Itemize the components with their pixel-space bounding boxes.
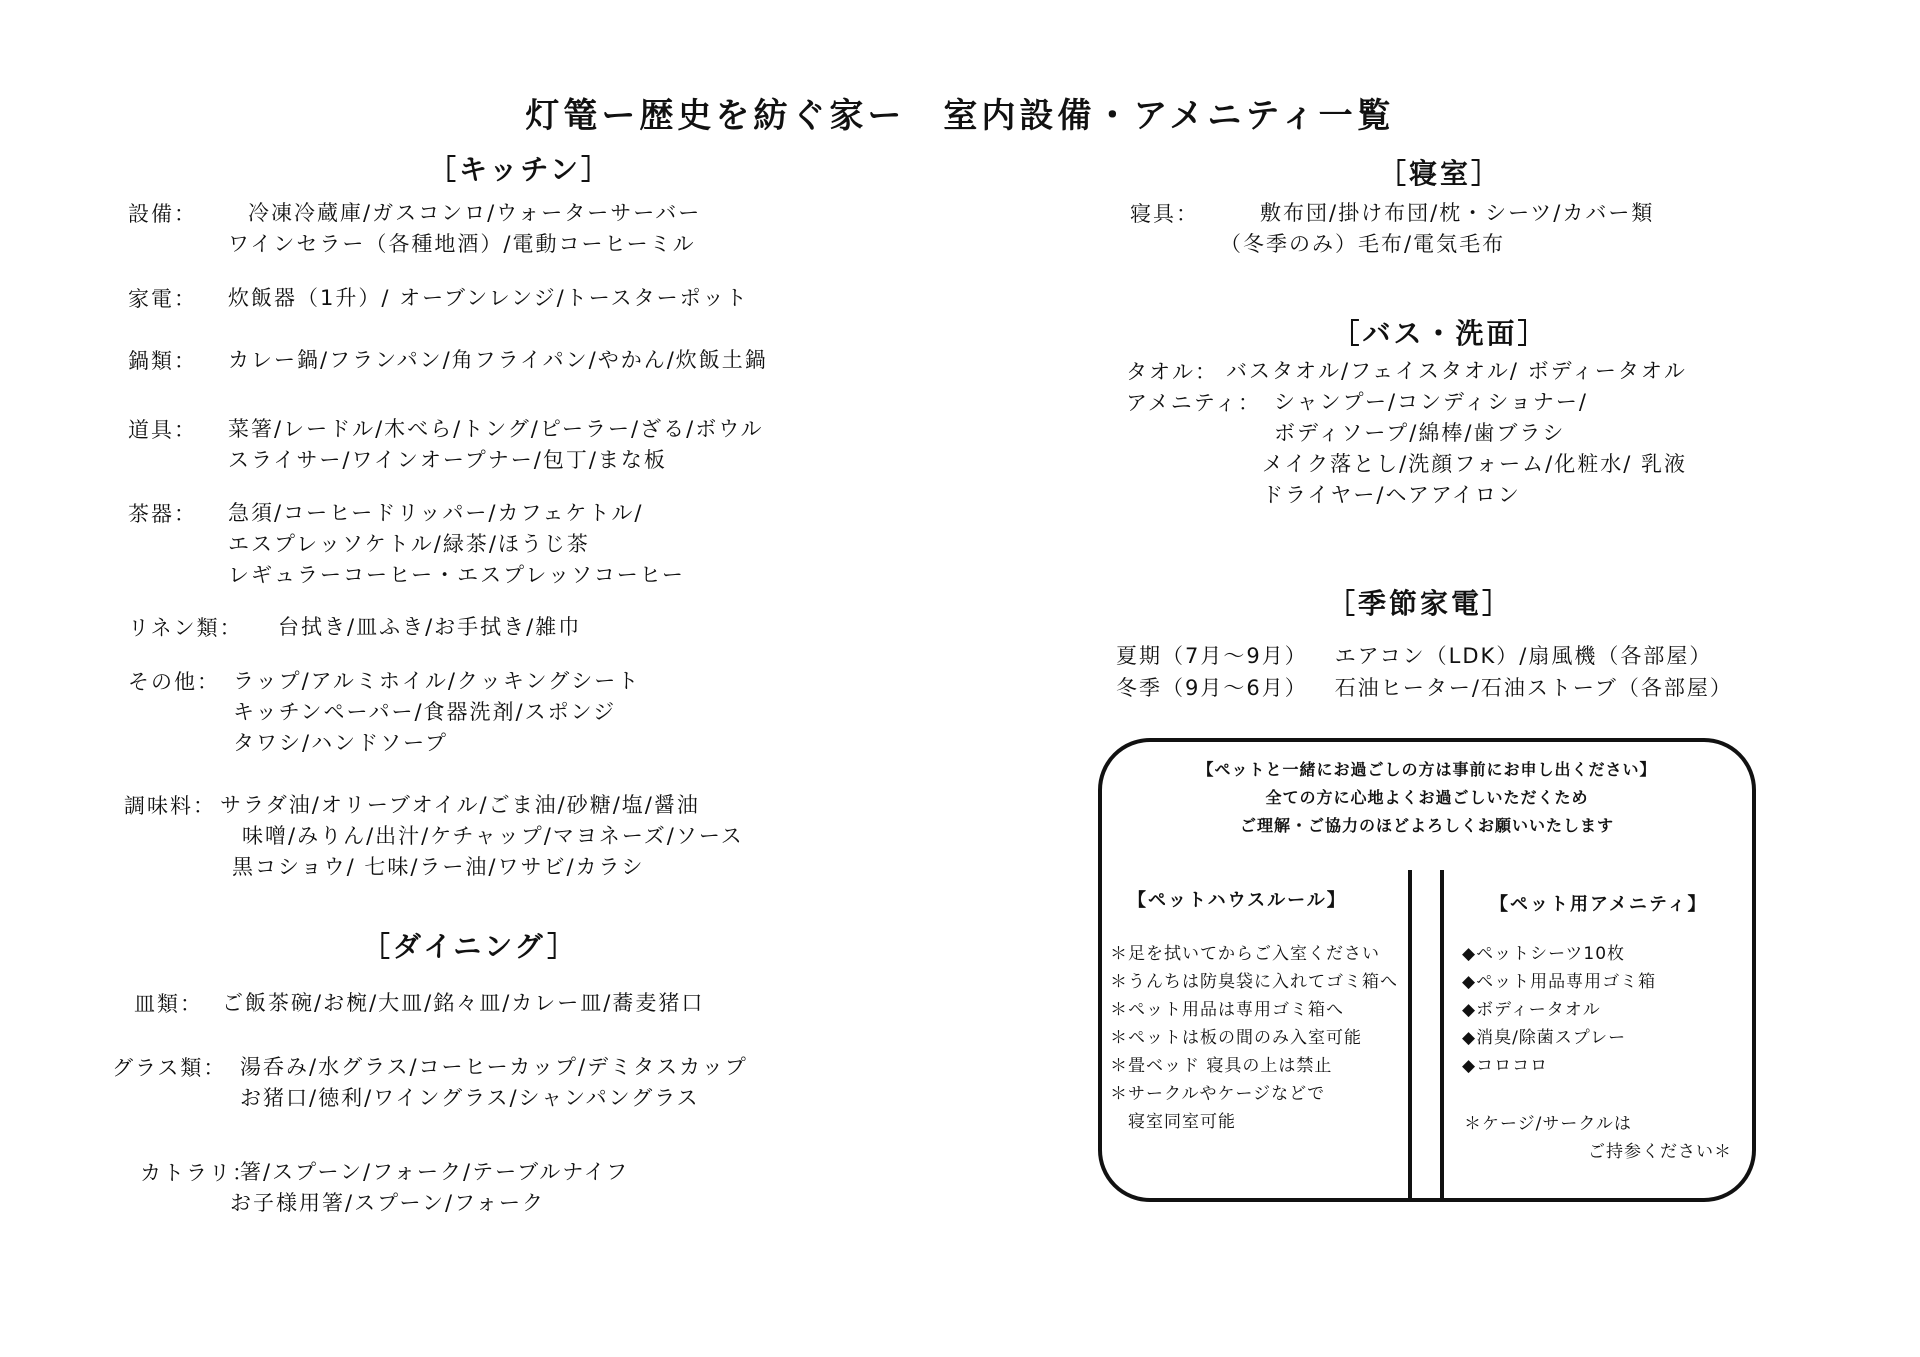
row-label: 道具：	[128, 418, 197, 442]
seasonal-items: 石油ヒーター/石油ストーブ（各部屋）	[1334, 676, 1733, 700]
seasonal-period: 夏期（7月〜9月）	[1116, 644, 1308, 668]
row-line: ドライヤー/ヘアアイロン	[1262, 483, 1521, 507]
row-line: （冬季のみ）毛布/電気毛布	[1220, 232, 1506, 256]
pet-amenities-heading: 【ペット用アメニティ】	[1490, 894, 1708, 915]
seasonal-period: 冬季（9月〜6月）	[1116, 676, 1308, 700]
pet-rule: ＊畳ベッド 寝具の上は禁止	[1110, 1056, 1333, 1076]
row-line: シャンプー/コンディショナー/	[1274, 390, 1588, 414]
row-line: ご飯茶碗/お椀/大皿/銘々皿/カレー皿/蕎麦猪口	[222, 991, 705, 1015]
row-label: 調味料：	[124, 794, 216, 818]
pet-amenities-list	[1462, 940, 1656, 1080]
row-label: 寝具：	[1130, 202, 1199, 226]
pet-notice-line: 【ペットと一緒にお過ごしの方は事前にお申し出ください】	[1197, 760, 1657, 779]
pet-amenity: ◆コロコロ	[1462, 1056, 1549, 1076]
row-line: 冷凍冷蔵庫/ガスコンロ/ウォーターサーバー	[248, 201, 702, 225]
row-label: タオル：	[1126, 360, 1218, 384]
pet-rule: ＊サークルやケージなどで	[1110, 1084, 1326, 1104]
pet-amenity: ◆ペットシーツ10枚	[1462, 944, 1626, 964]
bedroom-heading: ［寝室］	[1377, 157, 1502, 190]
row-label: 鍋類：	[128, 349, 197, 373]
row-line: バスタオル/フェイスタオル/ ボディータオル	[1226, 359, 1687, 383]
row-label: 設備：	[128, 202, 197, 226]
row-label: カトラリ：	[140, 1161, 255, 1185]
row-label: 皿類：	[134, 992, 203, 1016]
row-label: リネン類：	[128, 616, 243, 640]
kitchen-heading: ［キッチン］	[427, 153, 613, 186]
row-line: ボディソープ/綿棒/歯ブラシ	[1274, 421, 1566, 445]
row-label: その他：	[128, 670, 220, 694]
dining-heading: ［ダイニング］	[361, 930, 579, 963]
row-line: 湯呑み/水グラス/コーヒーカップ/デミタスカップ	[240, 1055, 748, 1079]
row-line: キッチンペーパー/食器洗剤/スポンジ	[233, 700, 617, 724]
row-label: アメニティ：	[1126, 391, 1262, 415]
seasonal-items: エアコン（LDK）/扇風機（各部屋）	[1334, 644, 1713, 668]
pet-notice-line: ご理解・ご協力のほどよろしくお願いいたします	[1239, 816, 1614, 835]
seasonal-row-summer	[1116, 640, 1712, 670]
seasonal-row-winter	[1116, 672, 1733, 702]
row-line: メイク落とし/洗顔フォーム/化粧水/ 乳液	[1262, 452, 1688, 476]
pet-rules-list	[1110, 940, 1398, 1136]
row-line: サラダ油/オリーブオイル/ごま油/砂糖/塩/醤油	[220, 793, 700, 817]
pet-amenity: ◆消臭/除菌スプレー	[1462, 1028, 1627, 1048]
row-line: 炊飯器（1升）/ オーブンレンジ/トースターポット	[228, 286, 749, 310]
seasonal-heading: ［季節家電］	[1326, 587, 1513, 620]
pet-rules-heading: 【ペットハウスルール】	[1128, 890, 1347, 911]
row-line: お猪口/徳利/ワイングラス/シャンパングラス	[240, 1086, 700, 1110]
pet-amenity: ◆ペット用品専用ゴミ箱	[1462, 972, 1657, 992]
row-line: 菜箸/レードル/木べら/トング/ピーラー/ざる/ボウル	[228, 417, 764, 441]
row-line: エスプレッソケトル/緑茶/ほうじ茶	[228, 532, 590, 556]
pet-rule: ＊足を拭いてからご入室ください	[1110, 944, 1380, 964]
row-line: 敷布団/掛け布団/枕・シーツ/カバー類	[1260, 201, 1655, 225]
row-line: お子様用箸/スプーン/フォーク	[230, 1191, 546, 1215]
pet-rule: 寝室同室可能	[1128, 1112, 1236, 1132]
row-line: 台拭き/皿ふき/お手拭き/雑巾	[278, 615, 582, 639]
pet-note-line: ご持参ください＊	[1588, 1142, 1732, 1162]
bath-heading: ［バス・洗面］	[1331, 317, 1549, 350]
row-line: 急須/コーヒードリッパー/カフェケトル/	[228, 501, 644, 525]
pet-box-divider-left	[1408, 870, 1412, 1200]
row-line: スライサー/ワインオープナー/包丁/まな板	[228, 448, 667, 472]
row-line: ワインセラー（各種地酒）/電動コーヒーミル	[228, 232, 696, 256]
pet-amenity: ◆ボディータオル	[1462, 1000, 1601, 1020]
pet-notice	[1102, 756, 1752, 840]
pet-rule: ＊うんちは防臭袋に入れてゴミ箱へ	[1110, 972, 1398, 992]
pet-rule: ＊ペット用品は専用ゴミ箱へ	[1110, 1000, 1344, 1020]
row-line: タワシ/ハンドソープ	[233, 731, 449, 755]
row-line: ラップ/アルミホイル/クッキングシート	[233, 669, 641, 693]
row-line: レギュラーコーヒー・エスプレッソコーヒー	[228, 563, 685, 587]
pet-box-divider-right	[1440, 870, 1444, 1200]
row-label: グラス類：	[112, 1056, 227, 1080]
pet-notice-line: 全ての方に心地よくお過ごしいただくため	[1265, 788, 1589, 807]
row-line: 黒コショウ/ 七味/ラー油/ワサビ/カラシ	[232, 855, 645, 879]
pet-rule: ＊ペットは板の間のみ入室可能	[1110, 1028, 1362, 1048]
row-label: 茶器：	[128, 502, 197, 526]
row-line: 箸/スプーン/フォーク/テーブルナイフ	[240, 1160, 630, 1184]
row-label: 家電：	[128, 287, 197, 311]
page-title: 灯篭ー歴史を紡ぐ家ー 室内設備・アメニティ一覧	[525, 96, 1395, 136]
row-line: 味噌/みりん/出汁/ケチャップ/マヨネーズ/ソース	[242, 824, 744, 848]
pet-note-line: ＊ケージ/サークルは	[1464, 1114, 1632, 1134]
pet-note	[1464, 1110, 1732, 1166]
row-line: カレー鍋/フランパン/角フライパン/やかん/炊飯土鍋	[228, 348, 768, 372]
